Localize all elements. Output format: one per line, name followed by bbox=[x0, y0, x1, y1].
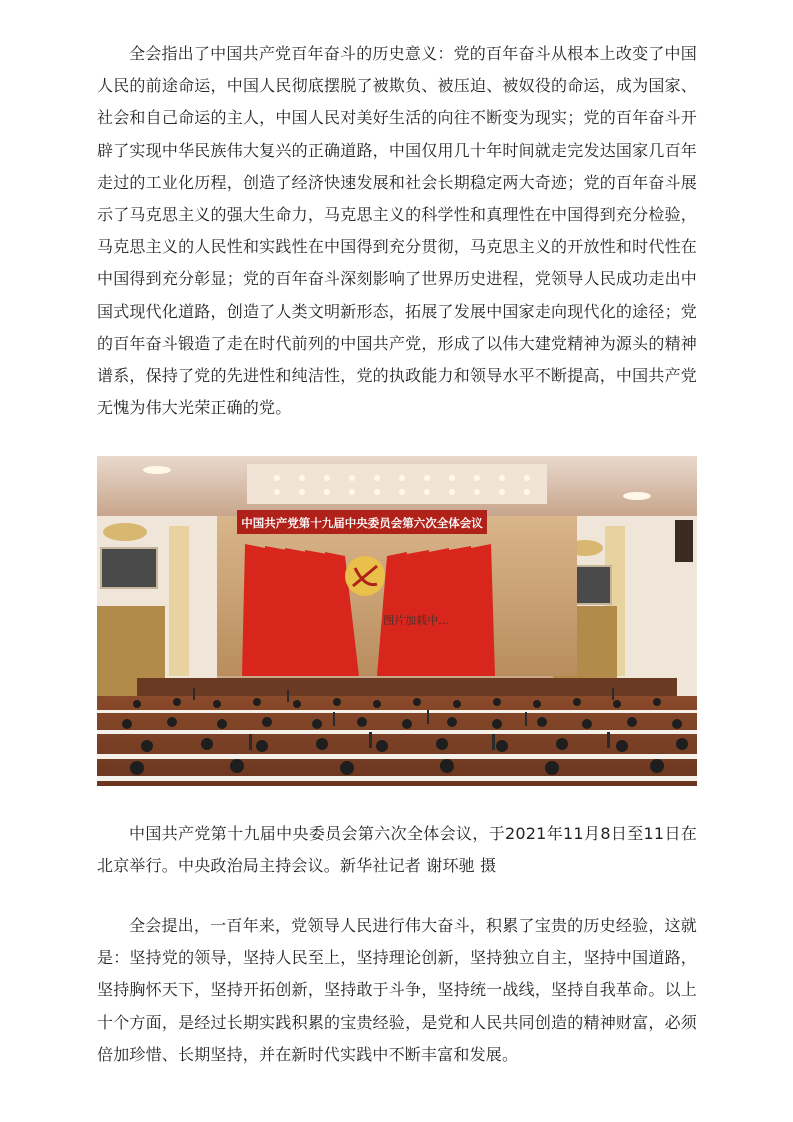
photo-caption bbox=[97, 818, 697, 882]
plenary-session-photo bbox=[97, 456, 697, 786]
photo-caption-text: 中国共产党第十九届中央委员会第六次全体会议，于2021年11月8日至11日在北京举行。中央政治局主持会议。新华社记者 谢环驰 摄 bbox=[97, 824, 697, 876]
podium bbox=[137, 678, 677, 696]
paragraph-experience: 全会提出，一百年来，党领导人民进行伟大奋斗，积累了宝贵的历史经验，这就是：坚持党的领导，坚持人民至上，坚持理论创新，坚持独立自主，坚持中国道路，坚持胸怀天下，坚持开拓创新，坚持敢于斗争，坚持统一战线，坚持自我革命。以上十个方面，是经过长期实践积累的宝贵经验，是党和人民共同创造的精神财富，必须倍加珍惜、长期坚持，并在新时代实践中不断丰富和发展。 bbox=[97, 916, 697, 1064]
banner-text: 中国共产党第十九届中央委员会第六次全体会议 bbox=[241, 516, 483, 530]
photo-loading-text: 图片加载中... bbox=[383, 614, 449, 627]
photo-illustration bbox=[97, 456, 697, 786]
paragraph-history: 全会指出了中国共产党百年奋斗的历史意义：党的百年奋斗从根本上改变了中国人民的前途命运，中国人民彻底摆脱了被欺负、被压迫、被奴役的命运，成为国家、社会和自己命运的主人，中国人民对美好生活的向往不断变为现实；党的百年奋斗开辟了实现中华民族伟大复兴的正确道路，中国仅用几十年时间就走完发达国家几百年走过的工业化历程，创造了经济快速发展和社会长期稳定两大奇迹；党的百年奋斗展示了马克思主义的强大生命力，马克思主义的科学性和真理性在中国得到充分检验，马克思主义的人民性和实践性在中国得到充分贯彻，马克思主义的开放性和时代性在中国得到充分彰显；党的百年奋斗深刻影响了世界历史进程，党领导人民成功走出中国式现代化道路，创造了人类文明新形态，拓展了发展中国家走向现代化的途径；党的百年奋斗锻造了走在时代前列的中国共产党，形成了以伟大建党精神为源头的精神谱系，保持了党的先进性和纯洁性，党的执政能力和领导水平不断提高，中国共产党无愧为伟大光荣正确的党。 bbox=[97, 44, 697, 418]
left-screen bbox=[101, 548, 157, 588]
article-body-2 bbox=[97, 910, 697, 1071]
left-ornament bbox=[103, 523, 147, 541]
article-body bbox=[97, 38, 697, 424]
window bbox=[675, 520, 693, 562]
